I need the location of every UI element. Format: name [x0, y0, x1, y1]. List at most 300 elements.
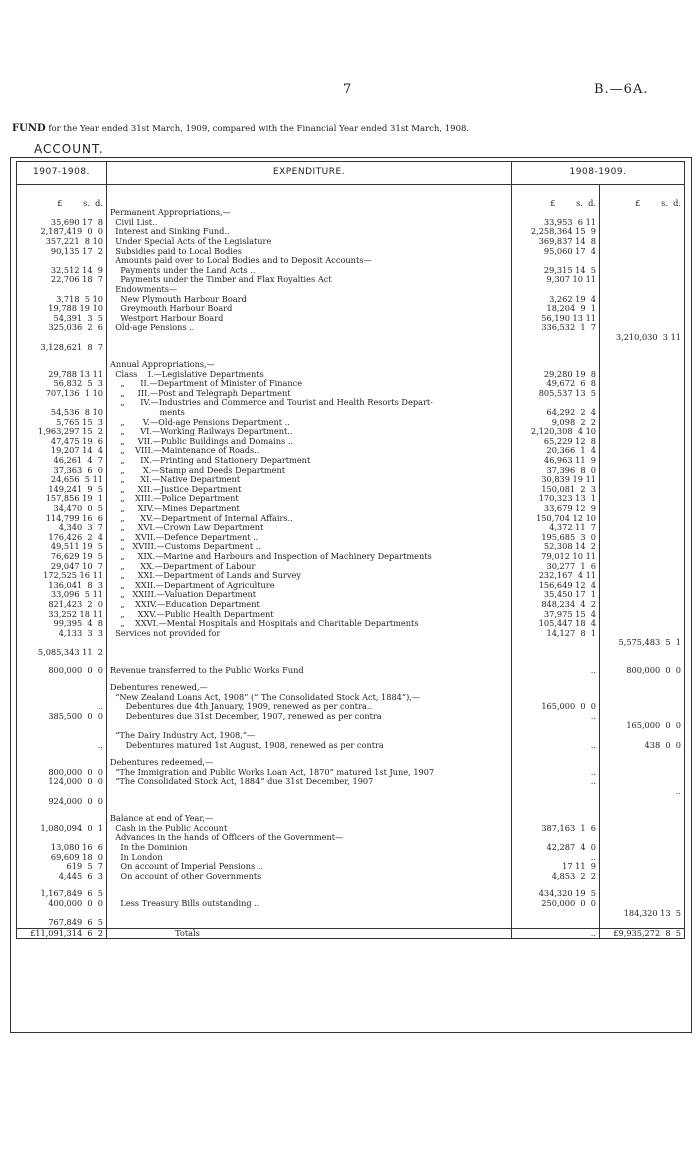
prev-year-amount: 29,047 10 7	[17, 562, 107, 572]
units-prev: £ s. d.	[17, 184, 107, 208]
curr-year-total: 3,210,030 3 11	[600, 333, 685, 343]
curr-year-total	[600, 523, 685, 533]
expenditure-item: Less Treasury Bills outstanding ..	[107, 899, 512, 909]
table-header-row	[17, 162, 685, 185]
curr-year-total	[600, 758, 685, 768]
expenditure-item: Interest and Sinking Fund..	[107, 227, 512, 237]
expenditure-item: Under Special Acts of the Legislature	[107, 237, 512, 247]
prev-year-amount: 800,000 0 0	[17, 768, 107, 778]
curr-year-total	[600, 918, 685, 928]
curr-year-total	[600, 304, 685, 314]
account-label: ACCOUNT.	[34, 142, 104, 156]
expenditure-item: New Plymouth Harbour Board	[107, 295, 512, 305]
curr-year-total	[600, 266, 685, 276]
curr-year-total	[600, 360, 685, 370]
curr-year-amount: 434,320 19 5	[512, 889, 600, 899]
curr-year-amount: 336,532 1 7	[512, 323, 600, 333]
prev-year-amount: 124,000 0 0	[17, 777, 107, 787]
expenditure-item: Cash in the Public Account	[107, 824, 512, 834]
curr-year-amount: 65,229 12 8	[512, 437, 600, 447]
units-curr-2: £ s. d.	[600, 184, 685, 208]
curr-year-amount: 250,000 0 0	[512, 899, 600, 909]
expenditure-item: „ XV.—Department of Internal Affairs..	[107, 514, 512, 524]
curr-year-amount: 18,204 9 1	[512, 304, 600, 314]
currency-units-row	[17, 184, 685, 208]
prev-year-amount: ..	[17, 702, 107, 712]
expenditure-item: Class I.—Legislative Departments	[107, 370, 512, 380]
curr-year-total: 184,320 13 5	[600, 909, 685, 919]
curr-year-amount: 2,120,308 4 10	[512, 427, 600, 437]
curr-year-amount	[512, 918, 600, 928]
expenditure-item	[107, 918, 512, 928]
curr-year-total	[600, 275, 685, 285]
curr-year-total	[600, 343, 685, 353]
prev-year-amount: 69,609 18 0	[17, 853, 107, 863]
curr-year-amount: 805,537 13 5	[512, 389, 600, 399]
table-row	[17, 928, 685, 939]
prev-year-amount: 24,656 5 11	[17, 475, 107, 485]
prev-year-amount: 3,718 5 10	[17, 295, 107, 305]
prev-year-amount: 149,241 9 5	[17, 485, 107, 495]
curr-year-total: 438 0 0	[600, 741, 685, 751]
curr-year-amount: 150,081 2 3	[512, 485, 600, 495]
fund-heading	[12, 123, 469, 134]
curr-year-amount	[512, 683, 600, 693]
table-row	[17, 741, 685, 751]
curr-year-total	[600, 872, 685, 882]
curr-year-total	[600, 418, 685, 428]
prev-year-amount: 56,832 5 3	[17, 379, 107, 389]
curr-year-total	[600, 446, 685, 456]
curr-year-amount: 30,277 1 6	[512, 562, 600, 572]
fund-heading-word: FUND	[12, 123, 46, 134]
curr-year-total	[600, 379, 685, 389]
curr-year-amount: 170,323 13 1	[512, 494, 600, 504]
curr-year-total	[600, 806, 685, 814]
expenditure-item: Debentures matured 1st August, 1908, renewed as per contra	[107, 741, 512, 751]
expenditure-item: Civil List..	[107, 218, 512, 228]
curr-year-amount: 14,127 8 1	[512, 629, 600, 639]
expenditure-item: Services not provided for	[107, 629, 512, 639]
expenditure-item: „ IX.—Printing and Stationery Department	[107, 456, 512, 466]
curr-year-total	[600, 814, 685, 824]
curr-year-amount: ..	[512, 741, 600, 751]
prev-year-amount: 22,706 18 7	[17, 275, 107, 285]
curr-year-total	[600, 208, 685, 218]
prev-year-amount: 19,207 14 4	[17, 446, 107, 456]
curr-year-total	[600, 237, 685, 247]
prev-year-amount: 1,080,094 0 1	[17, 824, 107, 834]
expenditure-item: Debentures due 4th January, 1909, renewed as per contra..	[107, 702, 512, 712]
prev-year-amount: ..	[17, 741, 107, 751]
expenditure-item: Debentures renewed,—	[107, 683, 512, 693]
curr-year-amount	[512, 333, 600, 343]
prev-year-amount: 4,445 6 3	[17, 872, 107, 882]
table-row	[17, 323, 685, 333]
prev-year-amount: 1,963,297 15 2	[17, 427, 107, 437]
curr-year-amount: 37,975 15 4	[512, 610, 600, 620]
curr-year-total	[600, 693, 685, 703]
expenditure-item: Endowments—	[107, 285, 512, 295]
expenditure-item: “New Zealand Loans Act, 1908” (“ The Consolidated Stock Act, 1884”),—	[107, 693, 512, 703]
curr-year-amount: 105,447 18 4	[512, 619, 600, 629]
curr-year-total	[600, 843, 685, 853]
curr-year-total: 5,575,483 5 1	[600, 638, 685, 648]
prev-year-amount: 767,849 6 5	[17, 918, 107, 928]
expenditure-item: „ III.—Post and Telegraph Department	[107, 389, 512, 399]
curr-year-amount	[512, 658, 600, 666]
curr-year-total: 165,000 0 0	[600, 721, 685, 731]
prev-year-amount: 33,096 5 11	[17, 590, 107, 600]
expenditure-item	[107, 343, 512, 353]
table-row	[17, 909, 685, 919]
prev-year-amount	[17, 750, 107, 758]
curr-year-amount	[512, 750, 600, 758]
curr-year-amount: ..	[512, 666, 600, 676]
curr-year-total	[600, 862, 685, 872]
expenditure-item: „ VII.—Public Buildings and Domains ..	[107, 437, 512, 447]
prev-year-amount	[17, 721, 107, 731]
expenditure-item: „ XXII.—Department of Agriculture	[107, 581, 512, 591]
expenditure-item: Advances in the hands of Officers of the Government—	[107, 833, 512, 843]
expenditure-item: Balance at end of Year,—	[107, 814, 512, 824]
curr-year-amount	[512, 806, 600, 814]
curr-year-total	[600, 437, 685, 447]
fund-heading-text: for the Year ended 31st March, 1909, compared with the Financial Year ended 31st March, 1908.	[48, 124, 470, 134]
prev-year-amount: 13,080 16 6	[17, 843, 107, 853]
curr-year-total	[600, 881, 685, 889]
curr-year-total	[600, 702, 685, 712]
table-row	[17, 797, 685, 807]
expenditure-item	[107, 797, 512, 807]
prev-year-amount: 157,856 19 1	[17, 494, 107, 504]
expenditure-item: In the Dominion	[107, 843, 512, 853]
expenditure-item: Debentures redeemed,—	[107, 758, 512, 768]
curr-year-total	[600, 485, 685, 495]
expenditure-item: „ V.—Old-age Pensions Department ..	[107, 418, 512, 428]
curr-year-total	[600, 466, 685, 476]
column-header-prev-year: 1907-1908.	[17, 162, 107, 185]
curr-year-total	[600, 600, 685, 610]
prev-year-amount: 76,629 19 5	[17, 552, 107, 562]
prev-year-amount: £11,091,314 6 2	[17, 928, 107, 939]
curr-year-total	[600, 314, 685, 324]
expenditure-item	[107, 787, 512, 797]
curr-year-amount	[512, 343, 600, 353]
expenditure-item: Greymouth Harbour Board	[107, 304, 512, 314]
prev-year-amount: 46,261 4 7	[17, 456, 107, 466]
table-row	[17, 777, 685, 787]
expenditure-item: Totals	[107, 928, 512, 939]
expenditure-item: Payments under the Timber and Flax Royalties Act	[107, 275, 512, 285]
curr-year-amount	[512, 638, 600, 648]
table-row	[17, 787, 685, 797]
expenditure-item: „ XIV.—Mines Department	[107, 504, 512, 514]
expenditure-item: Westport Harbour Board	[107, 314, 512, 324]
curr-year-total	[600, 824, 685, 834]
document-reference: B.—6A.	[594, 82, 649, 97]
curr-year-amount: 150,704 12 10	[512, 514, 600, 524]
expenditure-item: Old-age Pensions ..	[107, 323, 512, 333]
curr-year-total	[600, 533, 685, 543]
expenditure-item: „ VIII.—Maintenance of Roads..	[107, 446, 512, 456]
expenditure-item: „ XIII.—Police Department	[107, 494, 512, 504]
expenditure-item: „ XX.—Department of Labour	[107, 562, 512, 572]
expenditure-item: „ VI.—Working Railways Department..	[107, 427, 512, 437]
curr-year-amount: 232,167 4 11	[512, 571, 600, 581]
expenditure-item: „ X.—Stamp and Deeds Department	[107, 466, 512, 476]
expenditure-item: “The Consolidated Stock Act, 1884” due 31st December, 1907	[107, 777, 512, 787]
expenditure-item	[107, 333, 512, 343]
prev-year-amount: 54,536 8 10	[17, 408, 107, 418]
table-row	[17, 666, 685, 676]
curr-year-total	[600, 648, 685, 658]
curr-year-total	[600, 494, 685, 504]
curr-year-total	[600, 504, 685, 514]
prev-year-amount: 821,423 2 0	[17, 600, 107, 610]
curr-year-amount	[512, 675, 600, 683]
expenditure-item	[107, 648, 512, 658]
prev-year-amount: 325,036 2 6	[17, 323, 107, 333]
units-curr-1: £ s. d.	[512, 184, 600, 208]
curr-year-amount: ..	[512, 777, 600, 787]
curr-year-amount	[512, 648, 600, 658]
table-row	[17, 638, 685, 648]
expenditure-item: Permanent Appropriations,—	[107, 208, 512, 218]
prev-year-amount: 35,690 17 8	[17, 218, 107, 228]
curr-year-amount: 9,098 2 2	[512, 418, 600, 428]
curr-year-total	[600, 256, 685, 266]
expenditure-item: „ XXIV.—Education Department	[107, 600, 512, 610]
expenditure-item: „ XXIII.—Valuation Department	[107, 590, 512, 600]
expenditure-item: Amounts paid over to Local Bodies and to Deposit Accounts—	[107, 256, 512, 266]
curr-year-amount: 4,853 2 2	[512, 872, 600, 882]
prev-year-amount: 5,085,343 11 2	[17, 648, 107, 658]
curr-year-total	[600, 581, 685, 591]
table-row	[17, 712, 685, 722]
curr-year-amount: 3,262 19 4	[512, 295, 600, 305]
curr-year-amount	[512, 758, 600, 768]
curr-year-amount: 49,672 6 8	[512, 379, 600, 389]
expenditure-item: Payments under the Land Acts ..	[107, 266, 512, 276]
expenditure-item: On account of Imperial Pensions ..	[107, 862, 512, 872]
prev-year-amount: 49,511 19 5	[17, 542, 107, 552]
expenditure-item: Revenue transferred to the Public Works Fund	[107, 666, 512, 676]
curr-year-amount: ..	[512, 712, 600, 722]
curr-year-total	[600, 797, 685, 807]
prev-year-amount: 924,000 0 0	[17, 797, 107, 807]
prev-year-amount: 357,221 8 10	[17, 237, 107, 247]
curr-year-amount: 387,163 1 6	[512, 824, 600, 834]
table-row	[17, 343, 685, 353]
curr-year-amount: 79,012 10 11	[512, 552, 600, 562]
curr-year-total	[600, 675, 685, 683]
expenditure-item: „ XI.—Native Department	[107, 475, 512, 485]
curr-year-total	[600, 285, 685, 295]
prev-year-amount: 33,252 18 11	[17, 610, 107, 620]
curr-year-amount	[512, 797, 600, 807]
curr-year-amount: 46,963 11 9	[512, 456, 600, 466]
curr-year-total	[600, 833, 685, 843]
curr-year-total	[600, 853, 685, 863]
prev-year-amount	[17, 675, 107, 683]
expenditure-table	[16, 161, 685, 939]
prev-year-amount: 3,128,621 8 7	[17, 343, 107, 353]
curr-year-amount: 195,685 3 0	[512, 533, 600, 543]
prev-year-amount: 47,475 19 6	[17, 437, 107, 447]
prev-year-amount: 32,512 14 9	[17, 266, 107, 276]
curr-year-total	[600, 683, 685, 693]
curr-year-amount: ..	[512, 928, 600, 939]
curr-year-total	[600, 889, 685, 899]
curr-year-total	[600, 750, 685, 758]
curr-year-total	[600, 552, 685, 562]
curr-year-amount	[512, 787, 600, 797]
table-row	[17, 629, 685, 639]
curr-year-total	[600, 610, 685, 620]
curr-year-total	[600, 571, 685, 581]
prev-year-amount: 136,041 8 3	[17, 581, 107, 591]
expenditure-item	[107, 638, 512, 648]
prev-year-amount: 19,788 19 10	[17, 304, 107, 314]
prev-year-amount: 172,525 16 11	[17, 571, 107, 581]
curr-year-amount: 42,287 4 0	[512, 843, 600, 853]
curr-year-total	[600, 619, 685, 629]
expenditure-item: In London	[107, 853, 512, 863]
curr-year-amount: 52,308 14 2	[512, 542, 600, 552]
curr-year-amount	[512, 352, 600, 360]
column-header-expenditure: EXPENDITURE.	[107, 162, 512, 185]
table-body	[17, 208, 685, 939]
curr-year-amount: 30,839 19 11	[512, 475, 600, 485]
prev-year-amount	[17, 731, 107, 741]
curr-year-total	[600, 398, 685, 408]
curr-year-total	[600, 389, 685, 399]
curr-year-amount: 848,234 4 2	[512, 600, 600, 610]
curr-year-amount: 33,953 6 11	[512, 218, 600, 228]
column-header-curr-year: 1908-1909.	[512, 162, 685, 185]
curr-year-total	[600, 768, 685, 778]
prev-year-amount: 5,765 15 3	[17, 418, 107, 428]
prev-year-amount: 400,000 0 0	[17, 899, 107, 909]
curr-year-total	[600, 370, 685, 380]
curr-year-total	[600, 456, 685, 466]
curr-year-amount: 64,292 2 4	[512, 408, 600, 418]
table-row	[17, 899, 685, 909]
prev-year-amount: 1,167,849 6 5	[17, 889, 107, 899]
curr-year-total	[600, 514, 685, 524]
prev-year-amount: 90,135 17 2	[17, 247, 107, 257]
expenditure-item: ments	[107, 408, 512, 418]
curr-year-total	[600, 590, 685, 600]
curr-year-amount: 33,679 12 9	[512, 504, 600, 514]
curr-year-amount: 56,190 13 11	[512, 314, 600, 324]
prev-year-amount	[17, 693, 107, 703]
prev-year-amount: 4,133 3 3	[17, 629, 107, 639]
prev-year-amount	[17, 352, 107, 360]
prev-year-amount: 707,136 1 10	[17, 389, 107, 399]
curr-year-amount: 29,280 19 8	[512, 370, 600, 380]
expenditure-item: Annual Appropriations,—	[107, 360, 512, 370]
table-row	[17, 648, 685, 658]
curr-year-total	[600, 542, 685, 552]
curr-year-total	[600, 352, 685, 360]
expenditure-item: „ XXV.—Public Health Department	[107, 610, 512, 620]
table-row	[17, 872, 685, 882]
curr-year-amount: 20,366 1 4	[512, 446, 600, 456]
curr-year-total	[600, 247, 685, 257]
expenditure-item: „ XXI.—Department of Lands and Survey	[107, 571, 512, 581]
curr-year-total	[600, 408, 685, 418]
expenditure-item: „ XII.—Justice Department	[107, 485, 512, 495]
prev-year-amount: 800,000 0 0	[17, 666, 107, 676]
expenditure-item	[107, 881, 512, 889]
curr-year-total	[600, 218, 685, 228]
prev-year-amount: 4,340 3 7	[17, 523, 107, 533]
curr-year-amount: 156,649 12 4	[512, 581, 600, 591]
curr-year-amount: 35,450 17 1	[512, 590, 600, 600]
curr-year-amount: 4,372 11 7	[512, 523, 600, 533]
page-number: 7	[343, 82, 352, 97]
expenditure-item: „ XVI.—Crown Law Department	[107, 523, 512, 533]
curr-year-amount: 9,307 10 11	[512, 275, 600, 285]
curr-year-amount	[512, 721, 600, 731]
prev-year-amount: 619 5 7	[17, 862, 107, 872]
table-row	[17, 918, 685, 928]
curr-year-amount: 29,315 14 5	[512, 266, 600, 276]
curr-year-total: 800,000 0 0	[600, 666, 685, 676]
prev-year-amount: 34,470 0 5	[17, 504, 107, 514]
curr-year-amount: ..	[512, 853, 600, 863]
prev-year-amount: 54,391 3 5	[17, 314, 107, 324]
curr-year-total	[600, 475, 685, 485]
prev-year-amount: 99,395 4 8	[17, 619, 107, 629]
prev-year-amount: 176,426 2 4	[17, 533, 107, 543]
curr-year-total	[600, 295, 685, 305]
curr-year-amount	[512, 909, 600, 919]
curr-year-amount: 17 11 9	[512, 862, 600, 872]
curr-year-amount	[512, 731, 600, 741]
curr-year-amount: ..	[512, 768, 600, 778]
expenditure-item: „ XVIII.—Customs Department ..	[107, 542, 512, 552]
curr-year-total	[600, 562, 685, 572]
expenditure-item: „ XIX.—Marine and Harbours and Inspection of Machinery Departments	[107, 552, 512, 562]
expenditure-item: Subsidies paid to Local Bodies	[107, 247, 512, 257]
curr-year-amount: 369,837 14 8	[512, 237, 600, 247]
curr-year-amount: 165,000 0 0	[512, 702, 600, 712]
prev-year-amount: 385,500 0 0	[17, 712, 107, 722]
prev-year-amount	[17, 806, 107, 814]
curr-year-total: £9,935,272 8 5	[600, 928, 685, 939]
expenditure-item: „ II.—Department of Minister of Finance	[107, 379, 512, 389]
curr-year-amount: 95,060 17 4	[512, 247, 600, 257]
curr-year-amount: 2,258,364 15 9	[512, 227, 600, 237]
expenditure-item: „ IV.—Industries and Commerce and Tourist and Health Resorts Depart-	[107, 398, 512, 408]
prev-year-amount: 114,799 16 6	[17, 514, 107, 524]
curr-year-total	[600, 777, 685, 787]
prev-year-amount: 29,788 13 11	[17, 370, 107, 380]
curr-year-total	[600, 227, 685, 237]
curr-year-amount: 37,396 8 0	[512, 466, 600, 476]
expenditure-item: „ XXVI.—Mental Hospitals and Hospitals and Charitable Departments	[107, 619, 512, 629]
expenditure-item: “The Dairy Industry Act, 1908,”—	[107, 731, 512, 741]
expenditure-item: Debentures due 31st December, 1907, renewed as per contra	[107, 712, 512, 722]
prev-year-amount	[17, 683, 107, 693]
curr-year-total: ..	[600, 787, 685, 797]
expenditure-item	[107, 909, 512, 919]
curr-year-total	[600, 427, 685, 437]
expenditure-item: „ XVII.—Defence Department ..	[107, 533, 512, 543]
